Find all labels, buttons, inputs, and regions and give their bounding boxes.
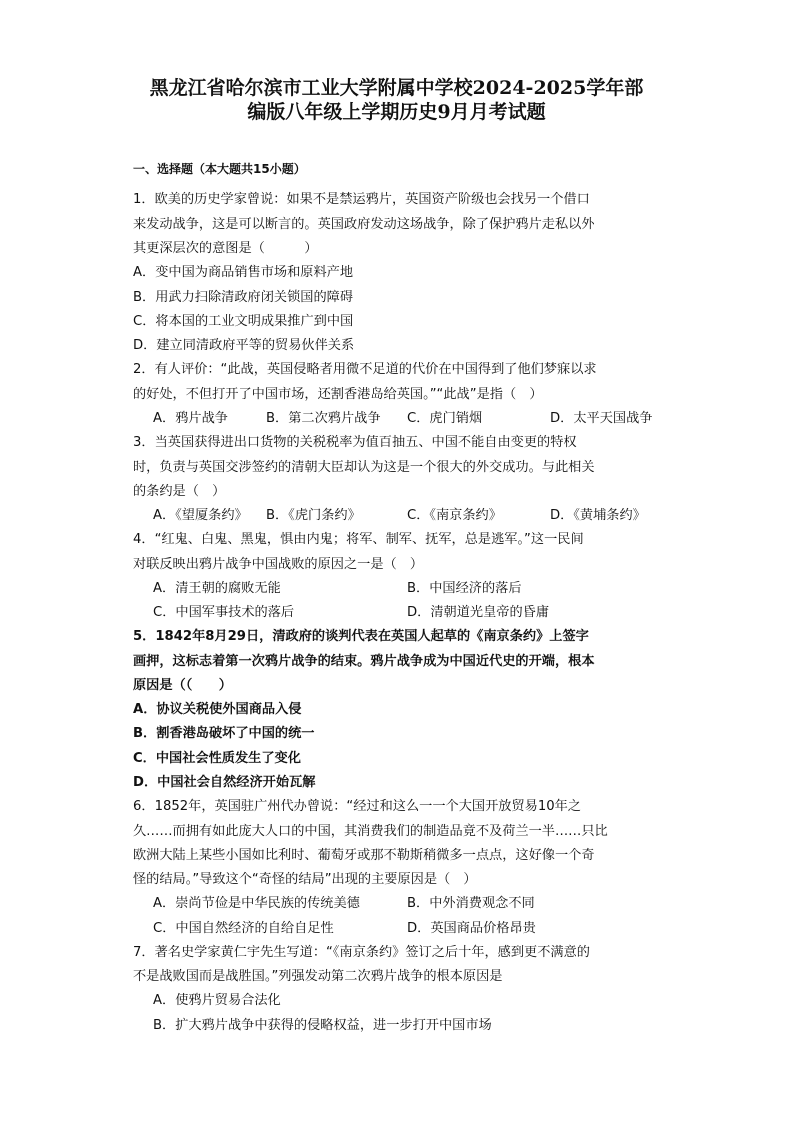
q3-stem-line-2: 时，负责与英国交涉签约的清朝大臣却认为这是一个很大的外交成功。与此相关 [133,460,595,475]
section-heading: 一、选择题（本大题共15小题） [133,162,306,176]
q6-option-a: A．崇尚节俭是中华民族的传统美德 [153,896,360,911]
q6-option-d: D．英国商品价格昂贵 [407,921,536,936]
q2-option-b: B．第二次鸦片战争 [266,411,381,426]
q1-option-d: D．建立同清政府平等的贸易伙伴关系 [133,338,355,353]
exam-title-line-1: 黑龙江省哈尔滨市工业大学附属中学校2024-2025学年部 [149,77,644,99]
q2-option-d: D．太平天国战争 [550,411,653,426]
q6-stem-line-4: 怪的结局。”导致这个“奇怪的结局”出现的主要原因是（ ） [133,872,477,887]
q6-option-b: B．中外消费观念不同 [407,896,535,911]
q6-stem-line-1: 6．1852年，英国驻广州代办曾说：“经过和这么一一个大国开放贸易10年之 [133,799,581,814]
q2-option-c: C．虎门销烟 [407,411,483,426]
q5-stem-line-1: 5．1842年8月29日，清政府的谈判代表在英国人起草的《南京条约》上签字 [133,629,589,644]
q5-option-a: A．协议关税使外国商品入侵 [133,702,302,717]
q4-stem-line-2: 对联反映出鸦片战争中国战败的原因之一是（ ） [133,557,424,572]
q3-option-d: D．《黄埔条约》 [550,508,646,523]
q4-option-a: A．清王朝的腐败无能 [153,581,281,596]
q1-stem-line-1: 1．欧美的历史学家曾说：如果不是禁运鸦片，英国资产阶级也会找另一个借口 [133,192,590,207]
q7-stem-line-2: 不是战败国而是战胜国。”列强发动第二次鸦片战争的根本原因是 [133,969,503,984]
q5-stem-line-3: 原因是（（ ） [133,678,232,693]
q2-option-a: A．鸦片战争 [153,411,228,426]
q2-stem-line-1: 2．有人评价：“此战，英国侵略者用微不足道的代价在中国得到了他们梦寐以求 [133,362,597,377]
q4-stem-line-1: 4．“红鬼、白鬼、黑鬼，惧由内鬼；将军、制军、抚军，总是逃军。”这一民间 [133,532,584,547]
q4-option-c: C．中国军事技术的落后 [153,605,295,620]
q1-stem-line-2: 来发动战争，这是可以断言的。英国政府发动这场战争，除了保护鸦片走私以外 [133,217,595,232]
q2-stem-line-2: 的好处，不但打开了中国市场，还割香港岛给英国。”“此战”是指（ ） [133,387,543,402]
q1-option-c: C．将本国的工业文明成果推广到中国 [133,314,354,329]
exam-title-line-2: 编版八年级上学期历史9月月考试题 [247,101,546,123]
q4-option-b: B．中国经济的落后 [407,581,522,596]
q1-option-b: B．用武力扫除清政府闭关锁国的障碍 [133,290,354,305]
q5-option-d: D．中国社会自然经济开始瓦解 [133,775,316,790]
q5-option-b: B．割香港岛破坏了中国的统一 [133,726,315,741]
q1-stem-line-3: 其更深层次的意图是（ ） [133,241,318,256]
q1-option-a: A．变中国为商品销售市场和原料产地 [133,265,354,280]
q6-stem-line-3: 欧洲大陆上某些小国如比利时、葡萄牙或那不勒斯稍微多一点点，这好像一个奇 [133,848,595,863]
q7-option-b: B．扩大鸦片战争中获得的侵略权益，进一步打开中国市场 [153,1018,492,1033]
q3-stem-line-1: 3．当英国获得进出口货物的关税税率为值百抽五、中国不能自由变更的特权 [133,435,577,450]
q3-option-b: B．《虎门条约》 [266,508,361,523]
q5-option-c: C．中国社会性质发生了变化 [133,751,301,766]
q5-stem-line-2: 画押，这标志着第一次鸦片战争的结束。鸦片战争成为中国近代史的开端，根本 [133,654,595,669]
q3-option-a: A．《望厦条约》 [153,508,248,523]
q4-option-d: D．清朝道光皇帝的昏庸 [407,605,550,620]
q3-stem-line-3: 的条约是（ ） [133,484,226,499]
q7-stem-line-1: 7．著名史学家黄仁宇先生写道：“《南京条约》签订之后十年，感到更不满意的 [133,945,590,960]
q6-option-c: C．中国自然经济的自给自足性 [153,921,334,936]
q6-stem-line-2: 久……而拥有如此庞大人口的中国，其消费我们的制造品竟不及荷兰一半……只比 [133,824,608,839]
q3-option-c: C．《南京条约》 [407,508,502,523]
q7-option-a: A．使鸦片贸易合法化 [153,993,281,1008]
